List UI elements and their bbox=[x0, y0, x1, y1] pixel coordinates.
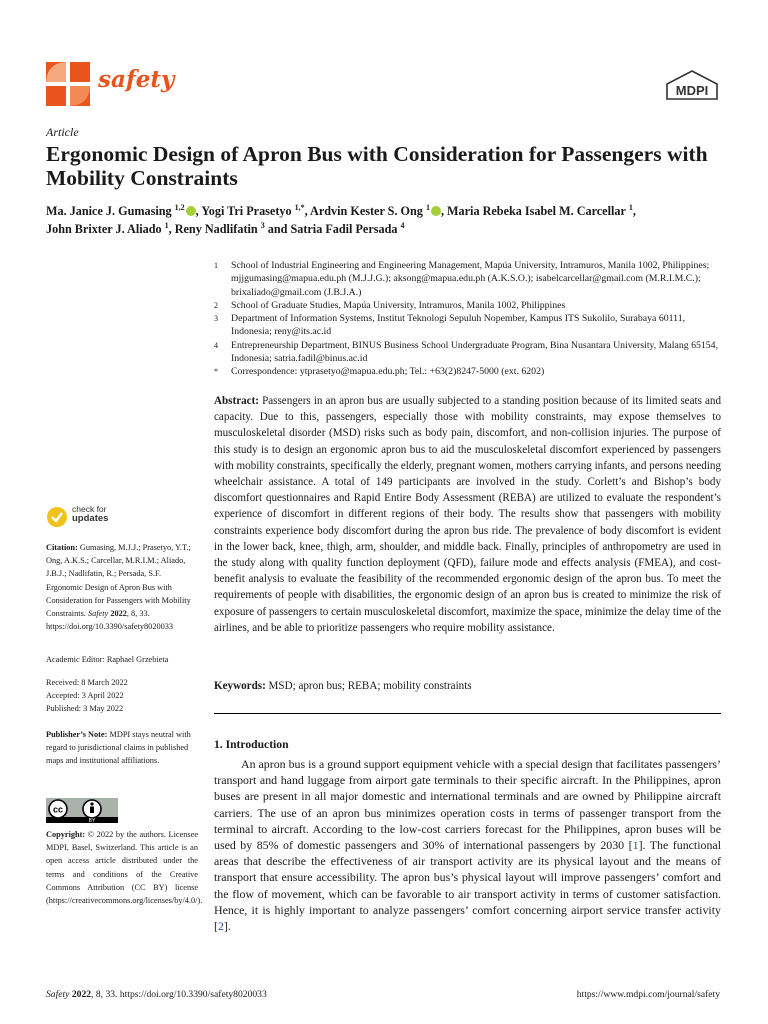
check-for-updates-button[interactable] bbox=[46, 505, 166, 529]
copyright-text: © 2022 by the authors. Licensee MDPI, Basel, Switzerland. This article is an open access article distributed under the terms and conditions of the Creative Commons Attribution (CC BY) license (https://creativecommons.org/licenses/by/4.0/). bbox=[46, 830, 203, 906]
section-divider bbox=[214, 713, 721, 714]
author-affiliation: 1 bbox=[425, 202, 430, 212]
mdpi-logo-icon bbox=[665, 70, 719, 100]
abstract-text: Passengers in an apron bus are usually subjected to a standing position because of its limited seats and capacity. Due to this, passengers, especially those with mobility constraints, may expose themselves to musculoskeletal disorder (MSD) risks such as body pain, discomfort, and non-collision injuries. The purpose of this study is to design an ergonomic apron bus to aid the musculoskeletal discomfort experienced by passengers with mobility constraints, specifically the elderly, pregnant women, mothers carrying infants, and persons needing wheelchair assistance. A total of 149 participants are involved in the study. Corlett’s and Bishop’s body discomfort questionnaires and Rapid Entire Body Assessment (REBA) are utilized to evaluate the respondent’s experience of discomfort in different regions of their body. The results show that passengers with mobility constraints experience body discomfort during the apron bus ride. The prevalence of body discomfort is evident in the lower back, knee, thigh, arm, shoulder, and middle back. Finally, principles of anthropometry are used in the study along with quality function deployment (QFD), failure mode and effects analysis (FMEA), and cost-benefit analysis to evaluate the feasibility of the recommended ergonomic design of the apron bus. To meet the requirements of people with disabilities, the ergonomic design of an apron bus is created to minimize the risk of exposure of passengers to certain musculoskeletal discomfort, maximize the space, minimize the delay time of the airlines, and be able to prioritize passengers who require mobility assistance. bbox=[214, 395, 721, 634]
date-received: Received: 8 March 2022 bbox=[46, 678, 128, 687]
orcid-icon[interactable] bbox=[186, 206, 196, 216]
publisher-note-text: MDPI stays neutral with regard to jurisdictional claims in published maps and institutional affiliations. bbox=[46, 730, 191, 766]
publisher-name: MDPI bbox=[675, 83, 709, 98]
check-updates-line1: check for bbox=[72, 504, 107, 514]
orcid-icon[interactable] bbox=[431, 206, 441, 216]
affiliation-number: 2 bbox=[214, 300, 218, 310]
affiliation-item bbox=[214, 259, 724, 299]
keywords bbox=[214, 678, 721, 694]
reference-link[interactable]: 2 bbox=[217, 919, 224, 934]
keywords-text: MSD; apron bus; REBA; mobility constraints bbox=[268, 680, 472, 692]
abstract-label: Abstract: bbox=[214, 395, 259, 407]
check-updates-line2: updates bbox=[72, 513, 109, 524]
article-dates bbox=[46, 676, 198, 716]
cc-by-license-icon[interactable] bbox=[46, 798, 118, 823]
footer-year: 2022 bbox=[71, 989, 92, 1000]
author-affiliation: 4 bbox=[400, 220, 405, 230]
academic-editor: Academic Editor: Raphael Grzebieta bbox=[46, 655, 169, 664]
affiliation-number: 3 bbox=[214, 314, 218, 324]
affiliation-number: 4 bbox=[214, 340, 218, 350]
date-accepted: Accepted: 3 April 2022 bbox=[46, 691, 124, 701]
affiliation-text: Entrepreneurship Department, BINUS Business School Undergraduate Program, Bina Nusantara University, Malang 65154, Indonesia; satria.fadil@binus.ac.id bbox=[231, 339, 719, 365]
footer-citation bbox=[46, 989, 267, 1000]
date-published: Published: 3 May 2022 bbox=[46, 704, 124, 714]
journal-name: safety bbox=[98, 66, 175, 93]
copyright-label: Copyright: bbox=[46, 830, 86, 839]
author-affiliation: 3 bbox=[260, 220, 265, 230]
affiliation-text: School of Industrial Engineering and Engineering Management, Mapúa University, Intramuros, Manila 1002, Philippines; mjjgumasing@mapua.edu.ph (M.J.J.G.); aksong@mapua.edu.ph (A.K.S.O.); isabelcarcellar@gmail.com (M.R.I.M.C.); brixaliado@gmail.com (J.B.J.A.) bbox=[231, 260, 710, 298]
citation-label: Citation: bbox=[46, 543, 78, 552]
affiliation-item bbox=[214, 299, 724, 312]
author-name: John Brixter J. Aliado bbox=[46, 222, 162, 236]
check-updates-icon bbox=[46, 506, 68, 528]
affiliation-text: School of Graduate Studies, Mapúa University, Intramuros, Manila 1002, Philippines bbox=[231, 299, 566, 311]
affiliation-item bbox=[214, 365, 724, 378]
svg-text:cc: cc bbox=[52, 804, 64, 815]
affiliation-text: Correspondence: ytprasetyo@mapua.edu.ph; Tel.: +63(2)8247-5000 (ext. 6202) bbox=[231, 366, 545, 378]
affiliation-item bbox=[214, 339, 724, 366]
author-name: Ardvin Kester S. Ong bbox=[310, 204, 423, 218]
author-name: Ma. Janice J. Gumasing bbox=[46, 204, 172, 218]
citation-year: 2022 bbox=[110, 609, 127, 619]
affiliation-list bbox=[214, 259, 724, 379]
publisher-note-label: Publisher’s Note: bbox=[46, 730, 108, 739]
intro-text: ]. bbox=[223, 919, 231, 934]
author-name: Satria Fadil Persada bbox=[290, 222, 398, 236]
intro-text: An apron bus is a ground support equipment vehicle with a special design that facilitates passengers’ transport and hand luggage from airport gate terminals to their specific aircraft. In the Philippines, apron buses are present in all major domestic and international terminals and are owned by Philippine aircraft carriers. The use of an apron bus minimizes operation costs in terms of passenger transport from the terminal to aircraft. According to the low-cost carriers forecast for the Philippines, apron buses will be used by 85% of domestic passengers and 30% of international passengers by 2030 [ bbox=[214, 757, 721, 853]
reference-link[interactable]: 1 bbox=[632, 838, 639, 853]
affiliation-item bbox=[214, 312, 724, 339]
keywords-label: Keywords: bbox=[214, 680, 266, 692]
cc-by-label: BY bbox=[88, 818, 96, 823]
citation-text: Gumasing, M.J.J.; Prasetyo, Y.T.; Ong, A.K.S.; Carcellar, M.R.I.M.; Aliado, J.B.J.; Nadlifatin, R.; Persada, S.F. Ergonomic Design of Apron Bus with Consideration for Passengers with Mobility Constraints. bbox=[46, 543, 191, 619]
author-affiliation: 1 bbox=[628, 202, 633, 212]
author-name: Reny Nadlifatin bbox=[174, 222, 258, 236]
abstract bbox=[214, 393, 721, 636]
author-affiliation: 1,2 bbox=[174, 202, 185, 212]
intro-body bbox=[214, 756, 721, 934]
affiliation-number: * bbox=[214, 367, 218, 377]
footer-journal: Safety bbox=[46, 989, 70, 1000]
citation-block bbox=[46, 541, 198, 633]
citation-volume: , 8, 33. https://doi.org/10.3390/safety8020033 bbox=[46, 609, 174, 632]
section-heading: 1. Introduction bbox=[214, 738, 289, 751]
citation-journal: Safety bbox=[87, 609, 109, 619]
paper-title: Ergonomic Design of Apron Bus with Consideration for Passengers with Mobility Constraints bbox=[46, 142, 708, 190]
author-name: Maria Rebeka Isabel M. Carcellar bbox=[447, 204, 626, 218]
affiliation-number: 1 bbox=[214, 261, 218, 270]
publisher-note bbox=[46, 728, 198, 768]
affiliation-text: Department of Information Systems, Institut Teknologi Sepuluh Nopember, Kampus ITS Sukolilo, Surabaya 60111, Indonesia; reny@its.ac.id bbox=[231, 313, 686, 338]
author-list: Ma. Janice J. Gumasing $^{1,2}$ , Yogi Tri Prasetyo $^{1,*}$, Ardvin Kester S. Ong $^1$ , Maria Rebeka Isabel M. Carcellar $^1$, John Brixter J. Aliado $^1$, Reny Nadlifatin $^3$ and Satria Fadil Persada $^4$ bbox=[46, 202, 636, 236]
footer-doi[interactable]: , 8, 33. https://doi.org/10.3390/safety8020033 bbox=[91, 989, 267, 1000]
article-type: Article bbox=[46, 125, 79, 139]
author-conjunction: and bbox=[267, 222, 288, 236]
author-affiliation: 1 bbox=[164, 220, 169, 230]
footer-journal-url[interactable]: https://www.mdpi.com/journal/safety bbox=[576, 989, 720, 1000]
intro-paragraph bbox=[214, 756, 721, 934]
copyright-notice bbox=[46, 828, 203, 907]
intro-text: ]. The functional areas that describe the effectiveness of air transport activity are its physical layout and the means of transport that ensure accessibility. The apron bus’s physical layout will improve passengers’ comfort and the flow of movement, which can be favorable to air transport activity in terms of customer satisfaction. Hence, it is highly important to analyze passengers’ comfort concerning airport service transfer activity [ bbox=[214, 838, 721, 934]
journal-logo-icon bbox=[46, 62, 90, 106]
author-affiliation: 1,* bbox=[294, 202, 305, 212]
author-name: Yogi Tri Prasetyo bbox=[201, 204, 292, 218]
